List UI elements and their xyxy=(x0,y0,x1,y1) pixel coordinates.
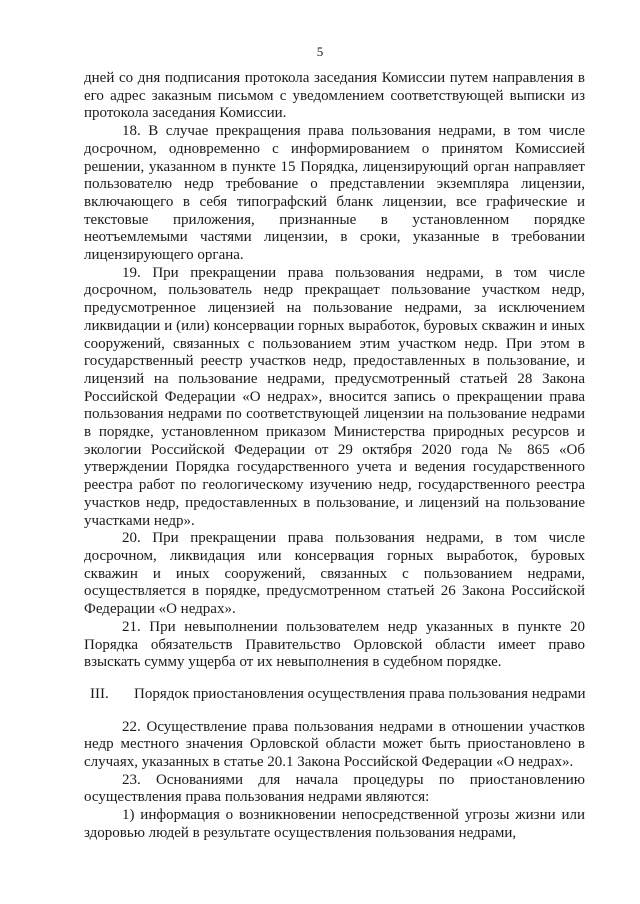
paragraph-21: 21. При невыполнении пользователем недр указанных в пункте 20 Порядка обязательств Правительство Орловской области имеет право взыскать сумму ущерба от их невыполнения в судебном порядке. xyxy=(84,618,585,671)
paragraph-23-item-1: 1) информация о возникновении непосредственной угрозы жизни или здоровью людей в результате осуществления пользования недрами, xyxy=(84,807,585,841)
section-title: Порядок приостановления осуществления права пользования недрами xyxy=(134,685,586,702)
paragraph-continuation: дней со дня подписания протокола заседания Комиссии путем направления в его адрес заказным письмом с уведомлением соответствующей выписки из протокола заседания Комиссии. xyxy=(84,70,585,122)
paragraph-18: 18. В случае прекращения права пользования недрами, в том числе досрочном, одновременно с информированием о принятом Комиссией решении, указанном в пункте 15 Порядка, лицензирующий орган направляет пользователю недр требование о представлении экземпляра лицензии, включающего в себя типографский бланк лицензии, все графические и текстовые приложения, признанные в установленном порядке неотъемлемыми частями лицензии, в сроки, указанные в требовании лицензирующего органа. xyxy=(84,123,585,264)
paragraph-22: 22. Осуществление права пользования недрами в отношении участков недр местного значения Орловской области может быть приостановлено в случаях, указанных в статье 20.1 Закона Российской Федерации «О недрах». xyxy=(84,718,585,771)
paragraph-23: 23. Основаниями для начала процедуры по приостановлению осуществления права пользования недрами являются: xyxy=(84,771,585,806)
document-body xyxy=(84,70,585,843)
paragraph-19: 19. При прекращении права пользования недрами, в том числе досрочном, пользователь недр прекращает пользование участком недр, предусмотренное лицензией на пользование недрами, за исключением ликвидации и (или) консервации горных выработок, буровых скважин и иных сооружений, связанных с пользованием этим участком недр. При этом в государственный реестр участков недр, предоставленных в пользование, и лицензий на пользование недрами, предусмотренный статьей 28 Закона Российской Федерации «О недрах», вносится запись о прекращении права пользования недрами по соответствующей лицензии на пользование недрами в порядке, установленном приказом Министерства природных ресурсов и экологии Российской Федерации от 29 октября 2020 года № 865 «Об утверждении Порядка государственного учета и ведения государственного реестра работ по геологическому изучению недр, государственного реестра участков недр, предоставленных в пользование, и лицензий на пользование участками недр». xyxy=(84,264,585,529)
section-heading xyxy=(84,686,585,704)
page-number: 5 xyxy=(316,44,324,59)
section-number: III. xyxy=(90,685,109,702)
paragraph-20: 20. При прекращении права пользования недрами, в том числе досрочном, ликвидация или консервация горных выработок, буровых скважин и иных сооружений, связанных с пользованием недрами, осуществляется в порядке, предусмотренном статьей 26 Закона Российской Федерации «О недрах». xyxy=(84,530,585,618)
